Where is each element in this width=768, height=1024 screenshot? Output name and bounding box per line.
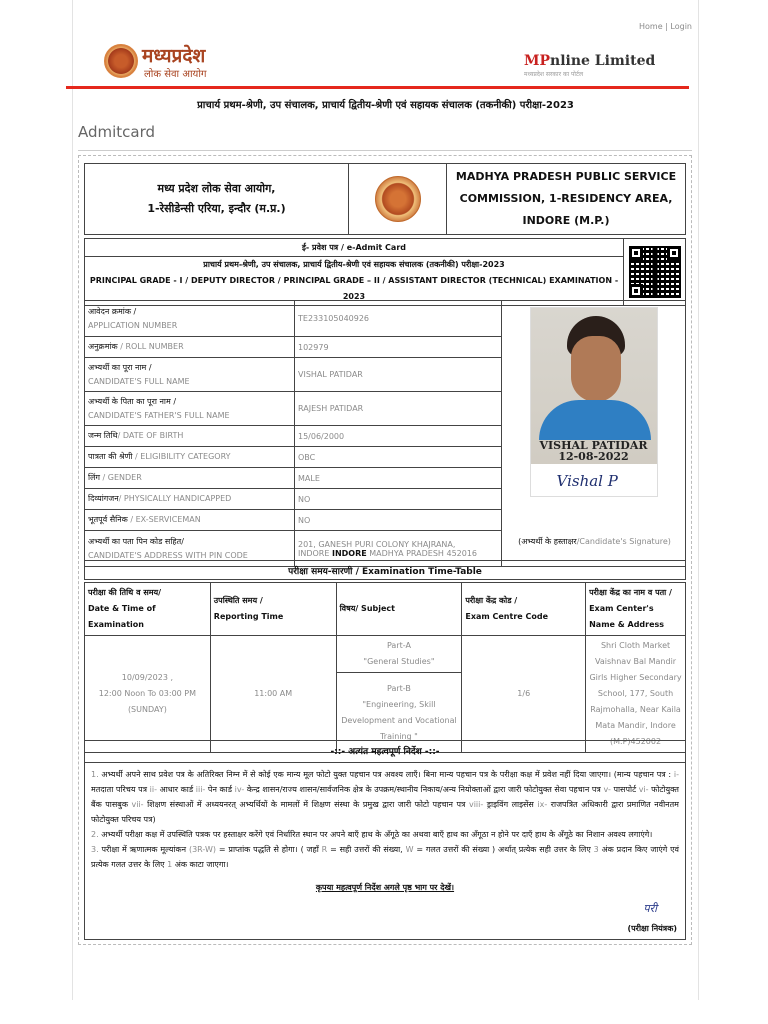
subject-part-a: Part-A "General Studies": [336, 636, 462, 673]
candidate-photo: [530, 307, 658, 497]
father-name: RAJESH PATIDAR: [295, 392, 502, 426]
eadmit-header: [84, 238, 686, 306]
commission-name-english: MADHYA PRADESH PUBLIC SERVICE COMMISSION, 1-RESIDENCY AREA, INDORE (M.P.): [447, 164, 686, 235]
header-divider: [66, 86, 689, 89]
qr-code-icon: [629, 246, 681, 298]
subject-part-b: Part-B "Engineering, Skill Development and Vocational Training ": [336, 673, 462, 753]
commission-name-hindi: मध्य प्रदेश लोक सेवा आयोग, 1-रेसीडेन्सी एरिया, इन्दौर (म.प्र.): [85, 164, 349, 235]
col-date: परीक्षा की तिथि व समय/ Date & Time of Examination: [85, 583, 211, 636]
mppsc-logo[interactable]: [104, 42, 224, 82]
eadmit-exam-english: PRINCIPAL GRADE - I / DEPUTY DIRECTOR / PRINCIPAL GRADE – II / ASSISTANT DIRECTOR (TECHNICAL) EXAMINATION - 2023: [89, 276, 619, 301]
link-separator: |: [665, 22, 668, 31]
application-number: TE233105040926: [295, 301, 502, 337]
mppsc-logo-line2: लोक सेवा आयोग: [144, 69, 207, 80]
physically-handicapped: NO: [295, 489, 502, 510]
mp-emblem-icon: [104, 44, 138, 78]
signature-caption: (अभ्यर्थी के हस्ताक्षर/Candidate's Signature): [518, 537, 671, 546]
timetable-title-bar: [84, 560, 686, 580]
instruction-3: 3. परीक्षा में ऋणात्मक मूल्यांकन (3R-W) = प्राप्तांक पद्धति से होगा। ( जहाँ R = सही उत्तरों की संख्या, W = गलत उत्तरों की संख्या ) अर्थात् प्रत्येक सही उत्तर के लिए 3 अंक प्रदान किए जाएंगे एवं प्रत्येक गलत उत्तर के लिए 1 अंक काटा जाएगा।: [91, 845, 679, 869]
home-link[interactable]: Home: [638, 22, 663, 31]
roll-number: 102979: [295, 337, 502, 358]
eligibility-category: OBC: [295, 447, 502, 468]
col-reporting: उपस्थिति समय / Reporting Time: [210, 583, 336, 636]
login-link[interactable]: Login: [670, 22, 692, 31]
top-links: [639, 22, 692, 31]
col-centre: परीक्षा केंद्र का नाम व पता / Exam Center's Name & Address: [586, 583, 686, 636]
gender: MALE: [295, 468, 502, 489]
instructions-title: -::- अत्यंत महत्वपूर्ण निर्देश -::-: [85, 741, 685, 763]
important-instructions: [84, 740, 686, 940]
candidate-signature: Vishal P: [556, 472, 618, 490]
candidate-address: 201, GANESH PURI COLONY KHAJRANA, INDORE INDORE MADHYA PRADESH 452016: [295, 531, 502, 567]
exam-controller-label: (परीक्षा नियंत्रक): [627, 924, 677, 933]
exam-title: प्राचार्य प्रथम-श्रेणी, उप संचालक, प्राचार्य द्वितीय-श्रेणी एवं सहायक संचालक (तकनीकी) परीक्षा-2023: [197, 100, 574, 111]
commission-header: [84, 163, 686, 235]
mponline-logo-tagline: मध्यप्रदेश सरकार का पोर्टल: [524, 71, 584, 78]
candidate-details: आवेदन क्रमांक / APPLICATION NUMBER TE233105040926 VISHAL PATIDAR 12-08-2022 Vishal P अनुक्रमांक / ROLL NUMBER 102979 अभ्यर्थी का पूरा नाम / CANDIDATE'S FULL NAME VISHAL PATIDAR अभ्यर्थी के पिता का पूरा नाम / CANDIDATE'S FATHER'S FULL NAME RAJESH PATIDAR जन्म तिथि/ DATE OF BIRTH 15/06/2000 पात्रता की श्रेणी / ELIGIBILITY CATEGORY OBC लिंग / GENDER MALE दिव्यांगजन/ PHYSICALLY HANDICAPPED NO भूतपूर्व सैनिक / EX-SERVICEMAN NO अभ्यर्थी का पता पिन कोड सहित/ CANDIDATE'S ADDRESS WITH PIN CODE 201, GANESH PURI COLONY KHAJRANA, INDORE INDORE MADHYA PRADESH 452016: [84, 300, 686, 567]
instruction-2: 2. अभ्यर्थी परीक्षा कक्ष में उपस्थिति पत्रक पर हस्ताक्षर करेंगे एवं निर्धारित स्थान पर अपने बाएँ हाथ के अँगूठे का अथवा बाएँ हाथ का अँगूठा न होने पर दाएँ हाथ के अँगूठे का निशान अवश्य लगाएंगे।: [91, 830, 653, 839]
mponline-logo[interactable]: [524, 50, 664, 82]
mponline-logo-mp: MP: [524, 53, 551, 69]
candidate-signature-image: [531, 464, 657, 497]
eadmit-title: ई- प्रवेश पत्र / e-Admit Card: [85, 239, 624, 257]
col-subject: विषय/ Subject: [336, 583, 462, 636]
photo-date: 12-08-2022: [558, 450, 629, 463]
section-divider: [78, 150, 692, 151]
photo-name: VISHAL PATIDAR: [539, 439, 648, 452]
exam-date-time: 10/09/2023 , 12:00 Noon To 03:00 PM (SUNDAY): [85, 636, 211, 753]
ex-serviceman: NO: [295, 510, 502, 531]
exam-timetable: [84, 582, 686, 753]
reporting-time: 11:00 AM: [210, 636, 336, 753]
eadmit-exam-hindi: प्राचार्य प्रथम-श्रेणी, उप संचालक, प्राचार्य द्वितीय-श्रेणी एवं सहायक संचालक (तकनीकी) परीक्षा-2023: [203, 260, 505, 269]
mppsc-logo-line1: मध्यप्रदेश: [142, 45, 206, 67]
commission-seal-icon: [375, 176, 421, 222]
controller-signature: परी: [643, 902, 657, 915]
instruction-1: 1. अभ्यर्थी अपने साथ प्रवेश पत्र के अतिरिक्त निम्न में से कोई एक मान्य मूल फोटो युक्त पहचान पत्र अवश्य लाएँ। बिना मान्य पहचान पत्र के परीक्षा कक्ष में प्रवेश नहीं दिया जाएगा। (मान्य पहचान पत्र : i- मतदाता परिचय पत्र ii- आधार कार्ड iii- पेन कार्ड iv- केन्द्र शासन/राज्य शासन/सार्वजनिक क्षेत्र के उपक्रम/स्थानीय निकाय/अन्य नियोक्ताओं द्वारा जारी फोटोयुक्त सेवा पहचान पत्र v- पासपोर्ट vi- फोटोयुक्त बैंक पासबुक vii- शिक्षण संस्थाओं में अध्ययनरत् अभ्यर्थियों के मामलों में शिक्षण संस्था के प्रमुख द्वारा जारी फोटो पहचान पत्र viii- ड्राइविंग लाइसेंस ix- राजपत्रित अधिकारी द्वारा प्रमाणित नवीनतम फोटोयुक्त परिचय पत्र): [91, 770, 679, 824]
see-next-page-note: कृपया महत्वपूर्ण निर्देश अगले पृष्ठ भाग पर देखें।: [315, 883, 455, 892]
mponline-logo-name: nline Limited: [550, 53, 656, 69]
exam-centre-address: Shri Cloth Market Vaishnav Bal Mandir Girls Higher Secondary School, 177, South Rajmohalla, Near Kaila Mata Mandir, Indore (M.P)452002: [586, 636, 686, 753]
col-centre-code: परीक्षा केंद्र कोड / Exam Centre Code: [462, 583, 586, 636]
date-of-birth: 15/06/2000: [295, 426, 502, 447]
section-title: Admitcard: [78, 123, 156, 141]
timetable-title: परीक्षा समय-सारणी / Examination Time-Table: [85, 561, 686, 580]
exam-centre-code: 1/6: [462, 636, 586, 753]
candidate-name: VISHAL PATIDAR: [295, 358, 502, 392]
